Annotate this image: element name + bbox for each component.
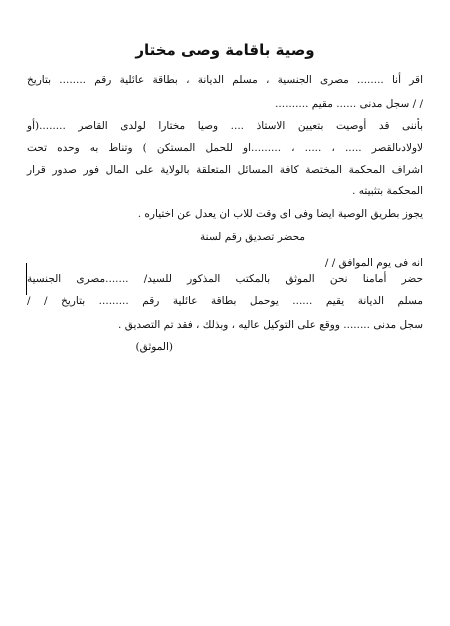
- declaration-line-1: اقر أنا ........ مصرى الجنسية ، مسلم الديانة ، بطاقة عائلية رقم ........ بتاريخ: [27, 74, 423, 86]
- appointment-line-3: اشراف المحكمة المختصة كافة المسائل المتعلقة بالولاية على المال فور صدور قرار: [27, 164, 423, 176]
- revocation-note: يجوز بطريق الوصية ايضا وفى اى وقت للاب ان يعدل عن اختياره .: [137, 208, 423, 220]
- certification-line-2: مسلم الديانة يقيم ...... يوحمل بطاقة عائلية رقم ......... بتاريخ / /: [27, 295, 423, 307]
- appointment-line-2: لاولادىالقصر ..... ، ..... ، .........او للحمل المستكن ) وتناط به وحده تحت: [27, 142, 423, 154]
- certification-line-1: حضر أمامنا نحن الموثق بالمكتب المذكور للسيد/ .......مصرى الجنسية: [27, 273, 423, 285]
- page-title: وصية باقامة وصى مختار: [135, 41, 315, 59]
- certification-record-heading: محضر تصديق رقم لسنة: [200, 231, 305, 243]
- text-cursor: [26, 263, 27, 295]
- certification-date-line: انه فى يوم الموافق / /: [324, 257, 423, 269]
- declaration-line-2: / / سجل مدنى ...... مقيم ..........: [275, 98, 423, 110]
- notary-signature-label: (الموثق): [135, 341, 173, 353]
- appointment-line-4: المحكمة بتثبيته .: [352, 185, 423, 197]
- appointment-line-1: بأننى قد أوصيت بتعيين الاستاذ .... وصيا مختارا لولدى القاصر ........(أو: [27, 120, 423, 132]
- certification-line-3: سجل مدنى ........ ووقع على التوكيل عاليه ، وبذلك ، فقد تم التصديق .: [118, 319, 423, 331]
